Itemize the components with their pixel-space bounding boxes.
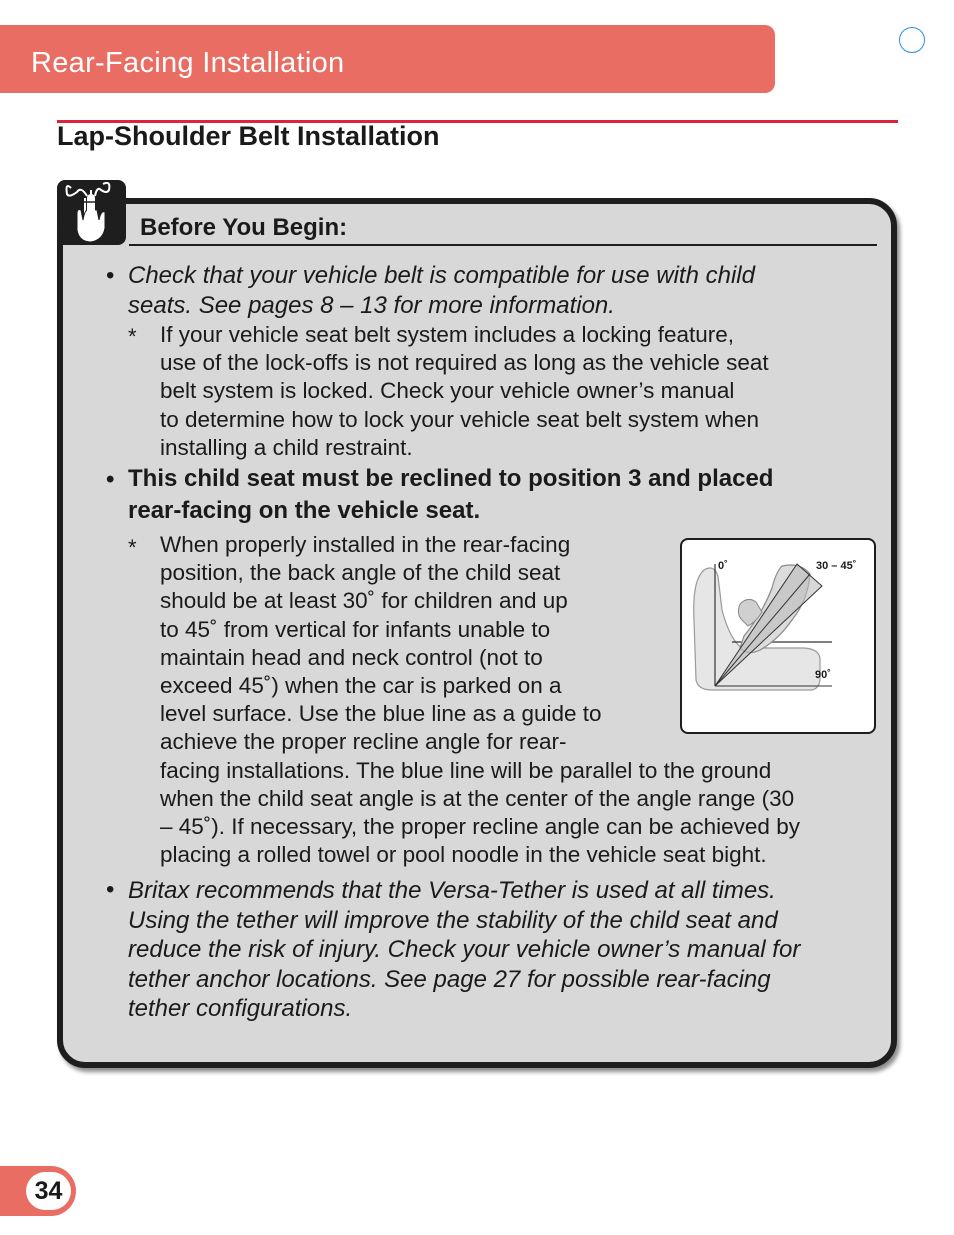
- text-line: should be at least 30˚ for children and up: [160, 588, 568, 614]
- note-symbol: *: [128, 324, 137, 349]
- page-number-tab: [0, 1166, 76, 1216]
- text-line: rear-facing on the vehicle seat.: [128, 497, 481, 524]
- text-line: position, the back angle of the child seat: [160, 560, 561, 586]
- registration-circle-icon: [899, 27, 925, 53]
- text-line: – 45˚). If necessary, the proper recline angle can be achieved by: [160, 814, 800, 840]
- angle-label-90: 90˚: [815, 669, 831, 681]
- text-line: Britax recommends that the Versa-Tether is used at all times.: [128, 877, 776, 904]
- text-line: exceed 45˚) when the car is parked on a: [160, 673, 562, 699]
- bullet-symbol: •: [106, 876, 115, 903]
- text-line: achieve the proper recline angle for rear-: [160, 729, 567, 755]
- heading-rule: [129, 244, 877, 246]
- text-line: seats. See pages 8 – 13 for more information.: [128, 291, 615, 319]
- angle-label-range: 30 – 45˚: [816, 560, 857, 572]
- text-line: This child seat must be reclined to position 3 and placed: [128, 465, 774, 492]
- text-line: when the child seat angle is at the center of the angle range (30: [160, 785, 795, 811]
- bullet-1-note: [160, 321, 769, 462]
- text-line: reduce the risk of injury. Check your vehicle owner’s manual for: [128, 936, 801, 963]
- page-number: 34: [26, 1172, 71, 1210]
- note-symbol: *: [128, 535, 137, 560]
- before-you-begin-heading: Before You Begin:: [140, 214, 348, 241]
- text-line: installing a child restraint.: [160, 434, 413, 460]
- text-line: tether configurations.: [128, 995, 353, 1022]
- bullet-2-text: [128, 463, 773, 527]
- text-line: to determine how to lock your vehicle seat belt system when: [160, 406, 760, 432]
- recline-angle-diagram: [680, 538, 876, 734]
- text-line: facing installations. The blue line will be parallel to the ground: [160, 757, 772, 783]
- text-line: When properly installed in the rear-facing: [160, 532, 571, 557]
- bullet-symbol: •: [106, 262, 115, 289]
- page-title: Lap-Shoulder Belt Installation: [57, 121, 440, 151]
- section-label: Rear-Facing Installation: [31, 47, 345, 79]
- text-line: maintain head and neck control (not to: [160, 644, 543, 670]
- text-line: placing a rolled towel or pool noodle in the vehicle seat bight.: [160, 842, 767, 868]
- text-line: use of the lock-offs is not required as long as the vehicle seat: [160, 350, 769, 376]
- text-line: tether anchor locations. See page 27 for possible rear-facing: [128, 965, 771, 993]
- section-banner: [0, 25, 775, 93]
- bullet-symbol: •: [106, 466, 115, 493]
- text-line: belt system is locked. Check your vehicle owner’s manual: [160, 378, 735, 404]
- text-line: Using the tether will improve the stability of the child seat and: [128, 906, 778, 934]
- bullet-3-text: [128, 876, 800, 1024]
- text-line: If your vehicle seat belt system includes a locking feature,: [160, 322, 735, 347]
- text-line: to 45˚ from vertical for infants unable to: [160, 616, 551, 642]
- text-line: Check that your vehicle belt is compatible for use with child: [128, 262, 755, 289]
- text-line: level surface. Use the blue line as a guide to: [160, 701, 602, 727]
- bullet-1-text: [128, 261, 755, 320]
- angle-label-0: 0˚: [718, 560, 728, 572]
- finger-string-reminder-icon: [57, 180, 126, 245]
